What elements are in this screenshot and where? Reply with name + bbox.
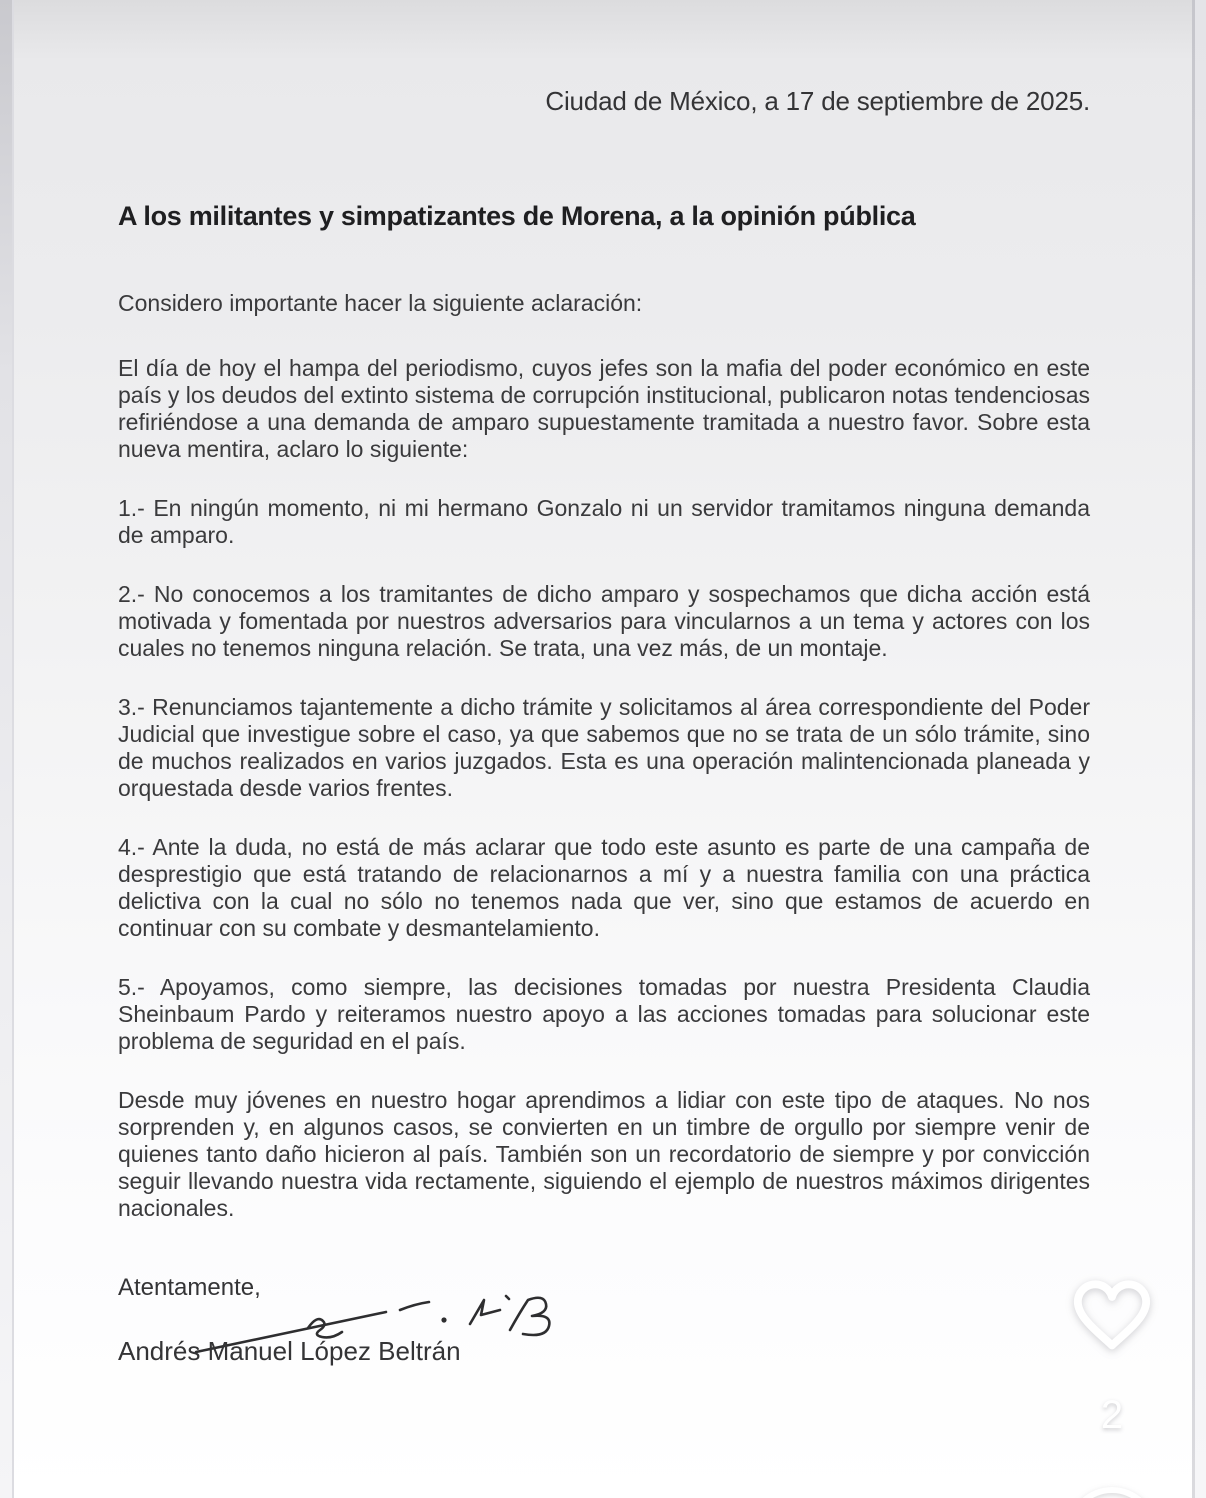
signatory-name: Andrés Manuel López Beltrán (118, 1336, 461, 1366)
letter-paragraph: El día de hoy el hampa del periodismo, cuyos jefes son la mafia del poder económico en este país y los deudos del extinto sistema de corrupción institucional, publicaron notas tendenciosas refiriéndose a una demanda de amparo supuestamente tramitada a nuestro favor. Sobre esta nueva mentira, aclaro lo siguiente: (118, 355, 1090, 462)
heart-icon (1071, 1276, 1153, 1352)
intro-line: Considero importante hacer la siguiente aclaración: (118, 290, 643, 316)
date-line: Ciudad de México, a 17 de septiembre de 2025. (545, 86, 1090, 116)
photo-right-edge-strip (1195, 0, 1206, 1498)
closing-block (118, 1274, 1090, 1384)
closing-word: Atentamente, (118, 1274, 261, 1301)
letter-paragraph: 2.- No conocemos a los tramitantes de dicho amparo y sospechamos que dicha acción está motivada y fomentada por nuestros adversarios para vincularnos a un tema y actores con los cuales no tenemos ninguna relación. Se trata, una vez más, de un montaje. (118, 581, 1090, 661)
salutation-heading: A los militantes y simpatizantes de Morena, a la opinión pública (118, 201, 916, 231)
like-overlay (1064, 1276, 1160, 1438)
partial-circle-icon (1064, 1482, 1160, 1498)
like-button[interactable] (1071, 1276, 1153, 1357)
letter-content (118, 0, 1090, 1384)
photo-left-edge (0, 0, 14, 1498)
letter-paragraph: Desde muy jóvenes en nuestro hogar aprendimos a lidiar con este tipo de ataques. No nos sorprenden y, en algunos casos, se convierten en un timbre de orgullo por siempre venir de quienes tanto daño hicieron al país. También son un recordatorio de siempre y por convicción seguir llevando nuestra vida rectamente, siguiendo el ejemplo de nuestros máximos dirigentes nacionales. (118, 1087, 1090, 1221)
letter-paragraph: 5.- Apoyamos, como siempre, las decisiones tomadas por nuestra Presidenta Claudia Sheinbaum Pardo y reiteramos nuestro apoyo a las acciones tomadas para solucionar este problema de seguridad en el país. (118, 974, 1090, 1054)
letter-paragraph: 1.- En ningún momento, ni mi hermano Gonzalo ni un servidor tramitamos ninguna demanda de amparo. (118, 495, 1090, 548)
like-count: 2 (1100, 1393, 1124, 1437)
letter-paragraph: 4.- Ante la duda, no está de más aclarar que todo este asunto es parte de una campaña de desprestigio que está tratando de relacionarnos a mí y a nuestra familia con una práctica delictiva con la cual no sólo no tenemos nada que ver, sino que estamos de acuerdo en continuar con su combate y desmantelamiento. (118, 834, 1090, 941)
letter-paragraph: 3.- Renunciamos tajantemente a dicho trámite y solicitamos al área correspondiente del Poder Judicial que investigue sobre el caso, ya que sabemos que no se trata de un sólo trámite, sino de muchos realizados en varios juzgados. Esta es una operación malintencionada planeada y orquestada desde varios frentes. (118, 694, 1090, 801)
